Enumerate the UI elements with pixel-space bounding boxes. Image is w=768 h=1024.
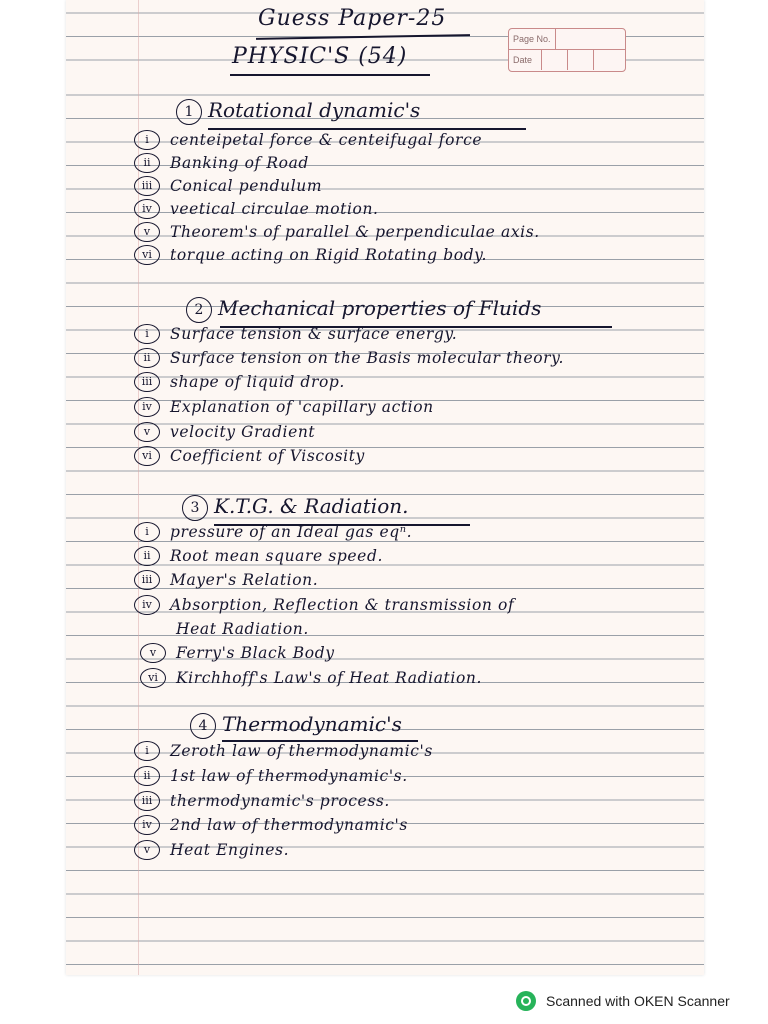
item-text: Coefficient of Viscosity [170,447,365,465]
unit-title: Rotational dynamic's [208,98,421,122]
date-cell-month [567,50,568,70]
roman-numeral: iv [134,595,160,615]
item-text: Zeroth law of thermodynamic's [170,742,433,760]
page-no-label: Page No. [513,34,551,44]
roman-numeral: vi [140,668,166,688]
roman-numeral: v [134,422,160,442]
roman-numeral: vi [134,245,160,265]
list-item [134,348,564,372]
item-text: Explanation of 'capillary action [170,398,434,416]
roman-numeral: iv [134,815,160,835]
scanner-watermark [516,990,730,1012]
unit-title: K.T.G. & Radiation. [214,494,409,518]
oken-scanner-logo-icon [516,991,536,1011]
roman-numeral: i [134,130,160,150]
roman-numeral: iii [134,791,160,811]
date-cell-year [593,50,594,70]
subject-heading: PHYSIC'S (54) [232,44,408,69]
item-text: Banking of Road [170,154,309,172]
list-item [134,815,408,839]
list-item [134,741,433,765]
item-text: Heat Engines. [170,841,290,859]
item-text: centeipetal force & centeifugal force [170,131,483,149]
item-text: pressure of an Ideal gas eqⁿ. [170,523,413,541]
list-item [134,176,322,200]
date-row [509,50,625,70]
list-item [134,522,412,546]
roman-numeral: ii [134,153,160,173]
item-text: thermodynamic's process. [170,792,390,810]
list-item-continuation [176,619,309,643]
roman-numeral: v [134,222,160,242]
list-item [134,766,408,790]
roman-numeral: iv [134,199,160,219]
list-item [134,546,383,570]
unit-title: Mechanical properties of Fluids [218,296,542,320]
page-no-row [509,29,625,50]
list-item [134,245,487,269]
subject-underline [230,74,430,76]
item-text: Mayer's Relation. [170,571,319,589]
roman-numeral: ii [134,348,160,368]
roman-numeral: ii [134,546,160,566]
page-no-cell [555,29,556,49]
item-text: torque acting on Rigid Rotating body. [170,246,488,264]
item-text: Theorem's of parallel & perpendiculae axis. [170,223,540,241]
item-text: Root mean square speed. [170,547,383,565]
unit-number: 2 [186,297,212,323]
unit-number: 4 [190,713,216,739]
scanner-watermark-text: Scanned with OKEN Scanner [546,993,730,1009]
item-text: Kirchhoff's Law's of Heat Radiation. [176,669,482,687]
list-item [140,643,335,667]
item-text: velocity Gradient [170,423,316,441]
roman-numeral: iii [134,372,160,392]
list-item [134,153,309,177]
list-item [134,446,365,470]
item-text: veetical circulae motion. [170,200,379,218]
page-number-box [508,28,626,72]
item-text: Heat Radiation. [176,620,309,638]
list-item [134,397,434,421]
roman-numeral: i [134,741,160,761]
roman-numeral: iii [134,176,160,196]
list-item [134,199,379,223]
unit-2-heading [186,296,541,323]
item-text: Surface tension & surface energy. [170,325,458,343]
item-text: 2nd law of thermodynamic's [170,816,408,834]
unit-1-heading [176,98,420,125]
list-item [134,324,457,348]
list-item [134,570,318,594]
item-text: Conical pendulum [170,177,323,195]
list-item [134,222,540,246]
roman-numeral: i [134,522,160,542]
roman-numeral: iv [134,397,160,417]
roman-numeral: i [134,324,160,344]
list-item [134,840,289,864]
list-item [134,372,345,396]
roman-numeral: vi [134,446,160,466]
item-text: Surface tension on the Basis molecular theory. [170,349,564,367]
unit-title: Thermodynamic's [222,712,402,736]
unit-4-heading [190,712,402,739]
roman-numeral: iii [134,570,160,590]
unit-number: 1 [176,99,202,125]
item-text: shape of liquid drop. [170,373,345,391]
item-text: Ferry's Black Body [176,644,335,662]
roman-numeral: v [140,643,166,663]
roman-numeral: v [134,840,160,860]
list-item [140,668,482,692]
page-title: Guess Paper-25 [258,6,447,31]
list-item [134,791,390,815]
unit-3-heading [182,494,408,521]
roman-numeral: ii [134,766,160,786]
list-item [134,422,315,446]
date-cell-day [541,50,542,70]
item-text: 1st law of thermodynamic's. [170,767,408,785]
list-item [134,130,482,154]
date-label: Date [513,55,533,65]
unit-number: 3 [182,495,208,521]
item-text: Absorption, Reflection & transmission of [170,596,515,614]
list-item [134,595,514,619]
